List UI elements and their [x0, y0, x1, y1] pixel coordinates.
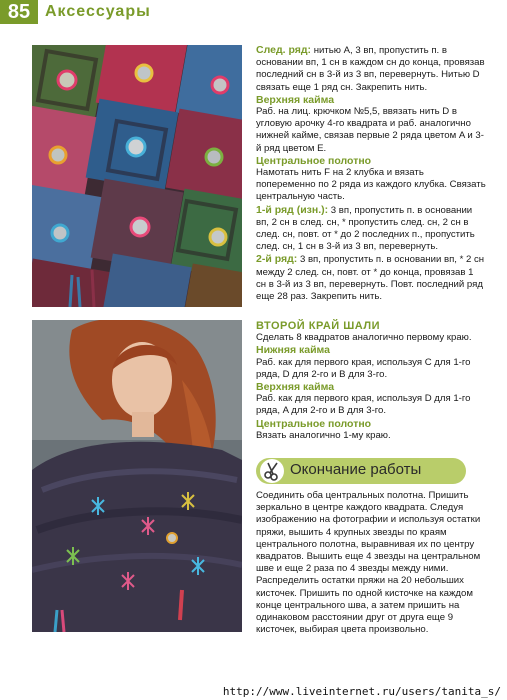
- center-panel-text: Намотать нить F на 2 клубка и вязать попеременно по 2 ряда из каждого клубка. Связать центральную часть.: [256, 167, 486, 203]
- finish-text: Соединить оба центральных полотна. Пришить зеркально в центре каждого квадрата. Следуя изображению на фотографии и используя остатки пряжи, вышить 4 крупных звезды по краям центрального полотна, выравнивая их по центру квадратов. Вышить еще 4 звезды на центральном шве и еще 2 раза по 4 звезды между ними. Распределить остатки пряжи на 20 небольших кисточек. Пришить по одной кисточке на каждом конце центрального шва, а затем пришить на одинаковом расстоянии друг от друга еще 9 кисточек, выбирая цвета произвольно.: [256, 490, 481, 636]
- upper-edge2-text: Раб. как для первого края, используя D для 1-го ряда, A для 2-го и B для 3-го.: [256, 393, 471, 417]
- next-row-text: нитью A, 3 вп, пропустить п. в основании вп, 1 сн в каждом сн до конца, провязав последний сн в 3-й из 3 вп, перевернуть. Нитью D связать еще 1 ряд сн. Закрепить нить.: [256, 45, 485, 93]
- footer-url: http://www.liveinternet.ru/users/tanita_s/: [222, 685, 501, 698]
- row2-text: 3 вп, пропустить п. в основании вп, * 2 сн между 2 след. сн, повт. от * до конца, провязав 1 сн в 3-й из 3 вп, перевернуть. Повт. последний ряд еще 28 раз. Закрепить нить.: [256, 254, 485, 303]
- section-title: Аксессуары: [45, 3, 151, 20]
- next-row-paragraph: [256, 44, 486, 94]
- second-edge-text: Сделать 8 квадратов аналогично первому краю.: [256, 332, 472, 344]
- next-row-label: След. ряд:: [256, 44, 312, 56]
- second-edge-heading: ВТОРОЙ КРАЙ ШАЛИ: [256, 320, 380, 332]
- finish-column: [256, 490, 486, 636]
- row1-paragraph: [256, 204, 486, 254]
- row2-paragraph: [256, 253, 486, 303]
- center2-text: Вязать аналогично 1-му краю.: [256, 429, 391, 441]
- page-header: [0, 0, 507, 26]
- upper-edge2-heading: Верхняя кайма: [256, 381, 335, 394]
- lower-edge-text: Раб. как для первого края, используя C для 1-го ряда, D для 2-го и B для 3-го.: [256, 356, 471, 380]
- finish-title: Окончание работы: [290, 461, 422, 478]
- finish-banner: [256, 458, 466, 484]
- upper-edge-text: Раб. на лиц. крючком №5,5, ввязать нить D в угловую арочку 4-го квадрата и раб. аналогично нижней кайме, связав первые 2 ряда цветом A и 3-й ряд цветом E.: [256, 106, 484, 154]
- instructions-column-1: [256, 44, 486, 303]
- upper-edge-heading: Верхняя кайма: [256, 93, 335, 106]
- row1-label: 1-й ряд (изн.):: [256, 203, 329, 216]
- row1-text: 3 вп, пропустить п. в основании вп, 2 сн в след. сн, * пропустить след. сн, 2 сн в след. сн, повт. от * до 2 последних п., пропустить след. сн, 1 сн в 3-й из 3 вп, перевернуть.: [256, 204, 475, 253]
- center2-heading: Центральное полотно: [256, 417, 372, 430]
- woman-wearing-shawl-photo: [32, 320, 242, 632]
- row2-label: 2-й ряд:: [256, 253, 298, 266]
- instructions-column-2: [256, 320, 486, 442]
- lower-edge-heading: Нижняя кайма: [256, 344, 331, 357]
- center-panel-heading: Центральное полотно: [256, 154, 372, 167]
- page-number: 85: [0, 0, 38, 24]
- crocheted-shawl-squares-photo: [32, 45, 242, 307]
- scissors-icon: [260, 459, 284, 483]
